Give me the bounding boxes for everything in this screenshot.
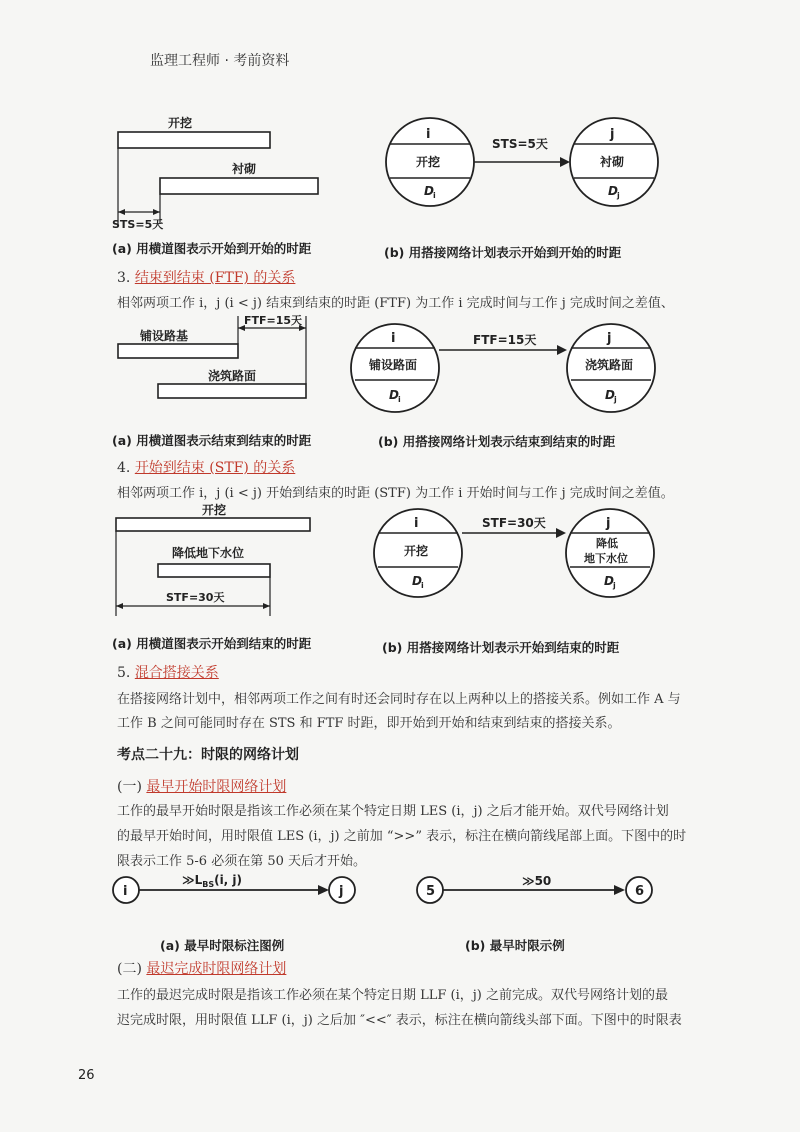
sts-arrow-label: STS=5天: [492, 137, 548, 151]
svg-text:D: D: [608, 184, 618, 198]
section-5-body-2: 工作 B 之间可能同时存在 STS 和 FTF 时距，即开始到开始和结束到结束的搭接关系。: [117, 716, 621, 731]
svg-text:6: 6: [635, 884, 645, 899]
svg-text:D: D: [412, 574, 422, 588]
keypoint-29-title: 考点二十九：时限的网络计划: [117, 747, 299, 763]
bar-lining: [160, 178, 318, 194]
subsection-1-heading: (一) 最早开始时限网络计划: [117, 779, 287, 795]
subsection-2-heading: (二) 最迟完成时限网络计划: [117, 961, 287, 977]
node-i: [374, 509, 462, 597]
caption-fig4b: (b) 最早时限示例: [465, 938, 565, 953]
svg-text:降低: 降低: [596, 537, 618, 550]
svg-text:FTF=15天: FTF=15天: [473, 333, 537, 347]
svg-text:≫50: ≫50: [522, 874, 552, 888]
node-j: [570, 118, 658, 206]
subsection-1-body-1: 工作的最早开始时限是指该工作必须在某个特定日期 LES (i，j) 之后才能开始。双代号网络计划: [117, 804, 669, 819]
svg-text:STF=30天: STF=30天: [166, 591, 225, 604]
svg-text:5: 5: [426, 884, 436, 899]
page-number: 26: [78, 1068, 95, 1083]
svg-text:D: D: [604, 574, 614, 588]
svg-text:FTF=15天: FTF=15天: [244, 314, 303, 327]
bar-excavate: [118, 132, 270, 148]
section-5-body-1: 在搭接网络计划中，相邻两项工作之间有时还会同时存在以上两种以上的搭接关系。例如工作 A 与: [117, 692, 681, 707]
svg-text:STF=30天: STF=30天: [482, 516, 546, 530]
caption-fig3a: (a) 用横道图表示开始到结束的时距: [112, 636, 312, 651]
svg-text:j: j: [339, 884, 344, 899]
svg-text:j: j: [617, 191, 620, 200]
svg-text:开挖: 开挖: [416, 155, 441, 169]
svg-text:铺设路面: 铺设路面: [369, 358, 418, 372]
svg-text:浇筑路面: 浇筑路面: [585, 358, 634, 372]
svg-text:降低地下水位: 降低地下水位: [172, 546, 245, 560]
svg-text:i: i: [414, 516, 419, 531]
svg-text:i: i: [123, 884, 128, 899]
sts-label: STS=5天: [112, 218, 164, 231]
figure-earliest-limit-legend: [108, 868, 368, 912]
figure-stf-bar-chart: [110, 500, 320, 620]
svg-text:衬砌: 衬砌: [600, 155, 625, 169]
node-i: [351, 324, 439, 412]
svg-text:i: i: [421, 581, 424, 590]
section-4-body: 相邻两项工作 i，j (i < j) 开始到结束的时距 (STF) 为工作 i 开始时间与工作 j 完成时间之差值。: [117, 486, 674, 501]
caption-fig2a: (a) 用横道图表示结束到结束的时距: [112, 433, 312, 448]
subsection-2-body-1: 工作的最迟完成时限是指该工作必须在某个特定日期 LLF (i，j) 之前完成。双代号网络计划的最: [117, 988, 669, 1003]
svg-text:i: i: [398, 395, 401, 404]
figure-sts-network: [380, 112, 670, 212]
svg-text:浇筑路面: 浇筑路面: [208, 369, 257, 383]
caption-fig2b: (b) 用搭接网络计划表示结束到结束的时距: [378, 434, 616, 449]
subsection-1-body-2: 的最早开始时间，用时限值 LES (i，j) 之前加 “>>” 表示，标注在横向箭线尾部上面。下图中的时: [117, 829, 687, 844]
svg-text:≫LBS(i, j): $≫L_{BS}(i$, j): [182, 873, 243, 889]
figure-stf-network: [370, 505, 660, 605]
figure-ftf-bar-chart: [110, 312, 330, 402]
page-header: 监理工程师 · 考前资料: [150, 53, 290, 69]
figure-ftf-network: [345, 318, 665, 418]
svg-text:D: D: [424, 184, 434, 198]
node-i: [386, 118, 474, 206]
svg-text:j: j: [614, 395, 617, 404]
svg-text:j: j: [607, 331, 612, 346]
svg-text:D: D: [605, 388, 615, 402]
svg-text:地下水位: 地下水位: [584, 552, 628, 565]
svg-text:铺设路基: 铺设路基: [140, 329, 189, 343]
caption-fig1a: (a) 用横道图表示开始到开始的时距: [112, 241, 312, 256]
subsection-1-body-3: 限表示工作 5-6 必须在第 50 天后才开始。: [117, 854, 367, 869]
svg-text:j: j: [610, 127, 615, 142]
svg-text:i: i: [391, 331, 396, 346]
svg-text:D: D: [389, 388, 399, 402]
subsection-2-body-2: 迟完成时限，用时限值 LLF (i，j) 之后加 ″<<″ 表示，标注在横向箭线头部下面。下图中的时限表: [117, 1013, 682, 1028]
bar-excavate-label: 开挖: [168, 116, 193, 130]
caption-fig1b: (b) 用搭接网络计划表示开始到开始的时距: [384, 245, 622, 260]
svg-text:j: j: [613, 581, 616, 590]
bar-lining-label: 衬砌: [232, 162, 257, 176]
caption-fig4a: (a) 最早时限标注图例: [160, 938, 285, 953]
node-j: [567, 324, 655, 412]
section-3-heading: 3. 结束到结束 (FTF) 的关系: [117, 270, 296, 286]
svg-text:i: i: [433, 191, 436, 200]
caption-fig3b: (b) 用搭接网络计划表示开始到结束的时距: [382, 640, 620, 655]
svg-text:i: i: [426, 127, 431, 142]
section-5-heading: 5. 混合搭接关系: [117, 665, 219, 681]
svg-text:开挖: 开挖: [404, 544, 429, 558]
section-3-body: 相邻两项工作 i，j (i < j) 结束到结束的时距 (FTF) 为工作 i 完成时间与工作 j 完成时间之差值、: [117, 296, 674, 311]
svg-text:j: j: [606, 516, 611, 531]
figure-earliest-limit-example: [410, 870, 670, 914]
svg-text:开挖: 开挖: [202, 503, 227, 517]
node-j: [566, 509, 654, 597]
figure-sts-bar-chart: [100, 112, 340, 232]
section-4-heading: 4. 开始到结束 (STF) 的关系: [117, 460, 296, 476]
